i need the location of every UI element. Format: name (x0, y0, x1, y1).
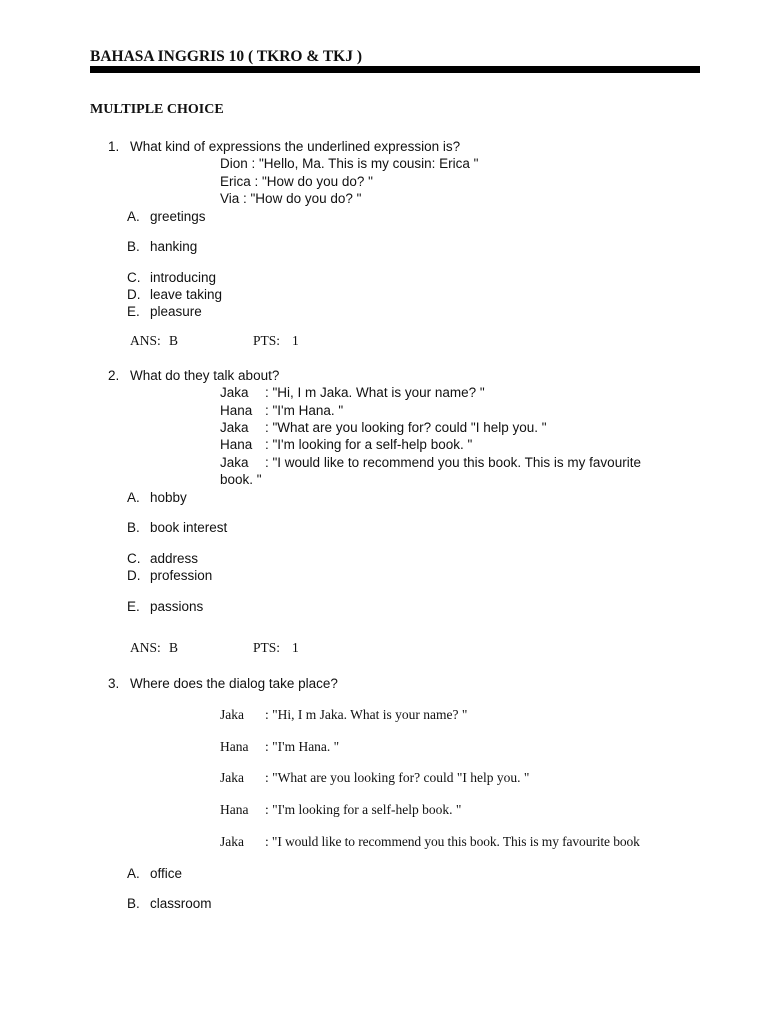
option-letter: A. (127, 866, 140, 881)
question-number: 1. (108, 139, 120, 154)
points-label: PTS: (253, 640, 281, 655)
dialog-line: Dion : "Hello, Ma. This is my cousin: Erica " (220, 156, 479, 171)
option-letter: D. (127, 568, 141, 583)
dialog-line: book. " (220, 472, 262, 487)
dialog-line: : "I'm Hana. " (265, 403, 344, 418)
option-letter: E. (127, 304, 140, 319)
option-text: pleasure (150, 304, 202, 319)
option-letter: B. (127, 239, 140, 254)
dialog-speaker: Jaka (220, 455, 249, 470)
answer-value: B (169, 640, 179, 655)
dialog-speaker: Jaka (220, 707, 244, 722)
option-text: greetings (150, 209, 206, 224)
question-text: What kind of expressions the underlined expression is? (130, 139, 461, 154)
option-letter: B. (127, 520, 140, 535)
dialog-speaker: Jaka (220, 770, 244, 785)
document-title: BAHASA INGGRIS 10 ( TKRO & TKJ ) (90, 48, 363, 65)
option-letter: D. (127, 287, 141, 302)
option-text: hanking (150, 239, 198, 254)
question-number: 3. (108, 676, 120, 691)
dialog-line: : "I'm looking for a self-help book. " (265, 802, 462, 817)
dialog-speaker: Jaka (220, 420, 249, 435)
option-letter: C. (127, 551, 141, 566)
option-text: address (150, 551, 199, 566)
dialog-line: : "I'm looking for a self-help book. " (265, 437, 473, 452)
dialog-line: : "I'm Hana. " (265, 739, 340, 754)
points-label: PTS: (253, 333, 281, 348)
option-text: classroom (150, 896, 212, 911)
answer-label: ANS: (130, 333, 161, 348)
answer-label: ANS: (130, 640, 161, 655)
points-value: 1 (292, 640, 299, 655)
question-number: 2. (108, 368, 120, 383)
option-text: office (150, 866, 183, 881)
dialog-speaker: Jaka (220, 834, 244, 849)
points-value: 1 (292, 333, 299, 348)
dialog-speaker: Jaka (220, 385, 249, 400)
option-text: hobby (150, 490, 187, 505)
option-letter: C. (127, 270, 141, 285)
dialog-line: : "Hi, I m Jaka. What is your name? " (265, 707, 468, 722)
option-letter: A. (127, 209, 140, 224)
dialog-line: : "What are you looking for? could "I help you. " (265, 420, 547, 435)
dialog-speaker: Hana (220, 437, 253, 452)
dialog-speaker: Hana (220, 739, 249, 754)
question-text: Where does the dialog take place? (130, 676, 338, 691)
dialog-line: : "What are you looking for? could "I help you. " (265, 770, 530, 785)
question-text: What do they talk about? (130, 368, 280, 383)
option-letter: E. (127, 599, 140, 614)
option-text: profession (150, 568, 213, 583)
dialog-line: : "I would like to recommend you this book. This is my favourite (265, 455, 641, 470)
dialog-line: Erica : "How do you do? " (220, 174, 373, 189)
option-letter: A. (127, 490, 140, 505)
dialog-line: : "I would like to recommend you this book. This is my favourite book (265, 834, 640, 849)
answer-value: B (169, 333, 179, 348)
option-text: book interest (150, 520, 228, 535)
header-rule (90, 66, 700, 73)
dialog-speaker: Hana (220, 802, 249, 817)
dialog-speaker: Hana (220, 403, 253, 418)
option-text: leave taking (150, 287, 223, 302)
dialog-line: : "Hi, I m Jaka. What is your name? " (265, 385, 485, 400)
option-text: passions (150, 599, 204, 614)
dialog-line: Via : "How do you do? " (220, 191, 362, 206)
option-text: introducing (150, 270, 217, 285)
section-heading: MULTIPLE CHOICE (90, 102, 224, 117)
option-letter: B. (127, 896, 140, 911)
